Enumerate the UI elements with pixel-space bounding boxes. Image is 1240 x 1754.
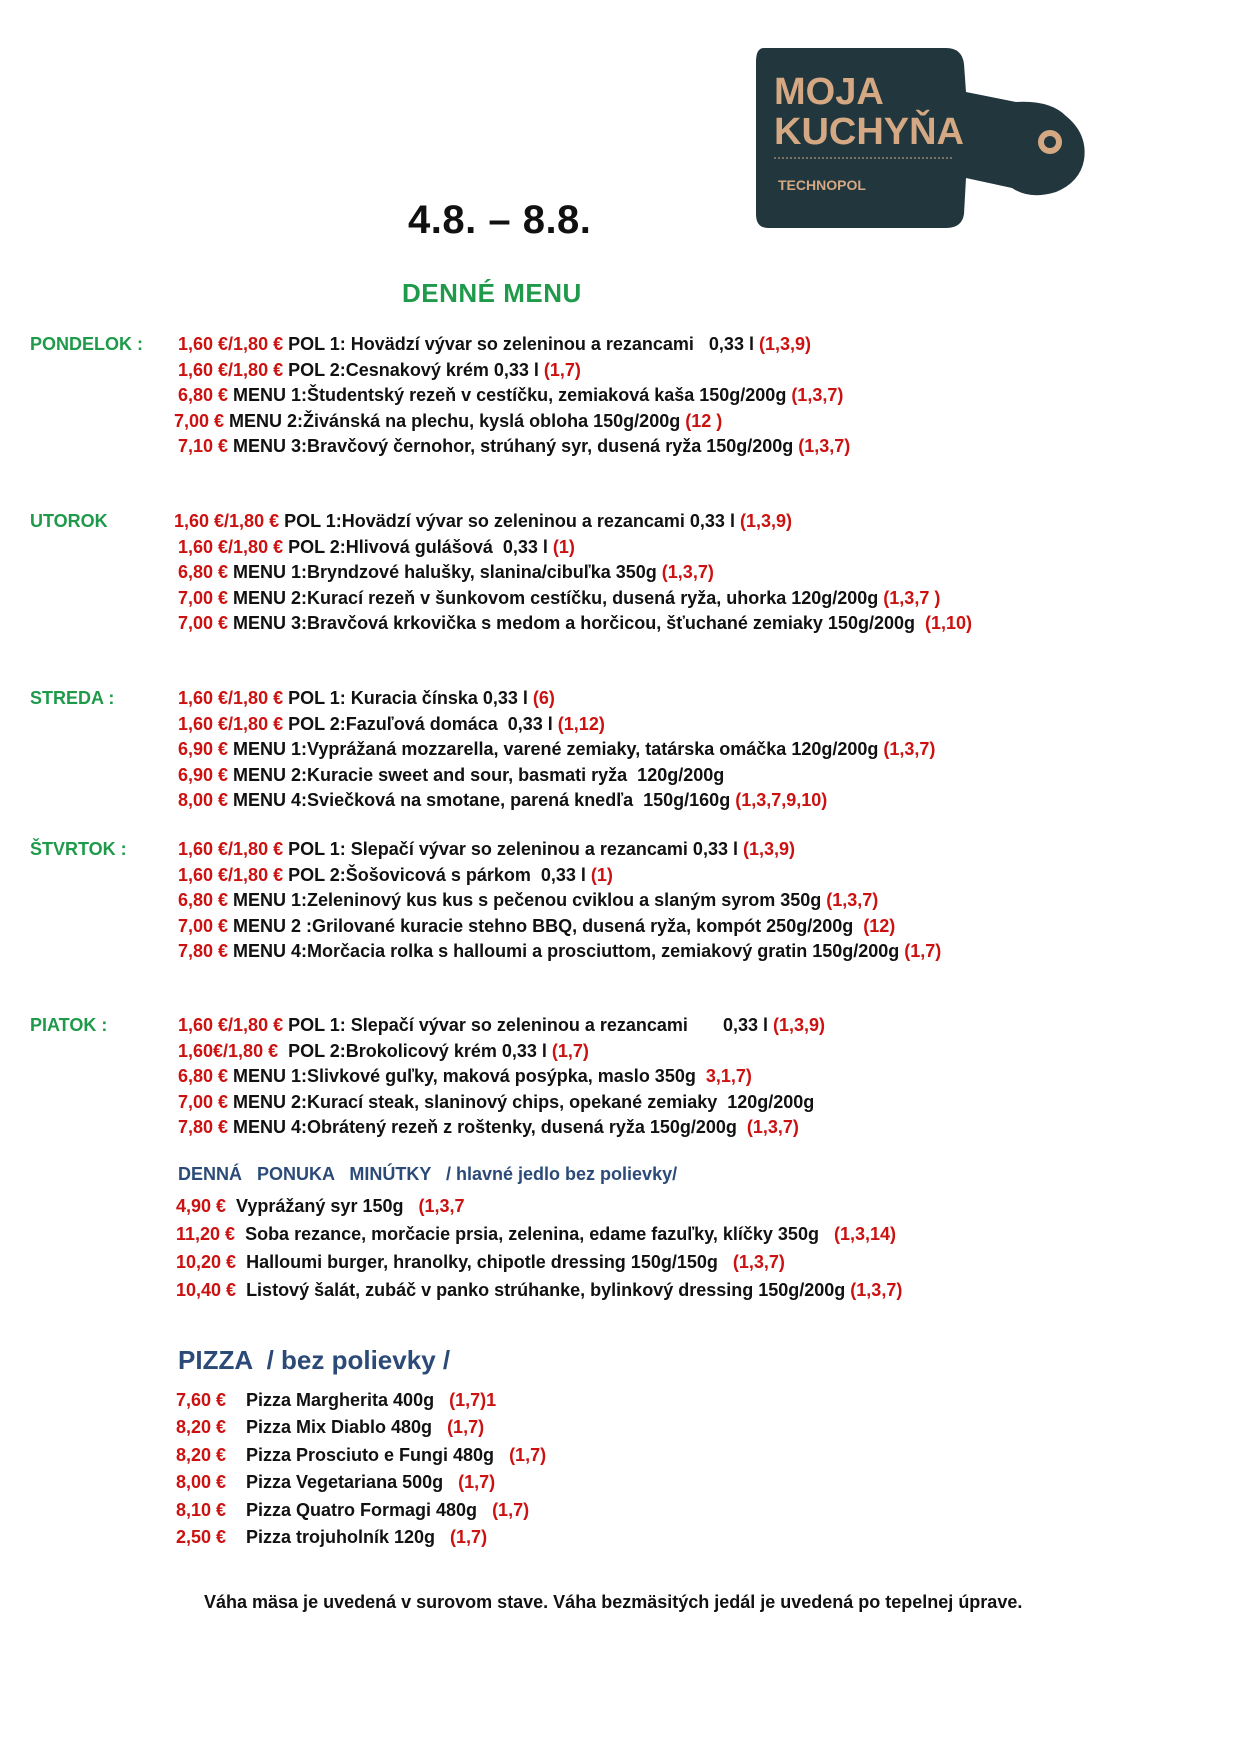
- item-allergens: (1,3,7): [732, 1252, 785, 1272]
- menu-item: [174, 511, 792, 532]
- day-name: PIATOK :: [30, 1015, 108, 1035]
- item-text: POL 2:Cesnakový krém 0,33 l: [283, 359, 544, 380]
- item-price: 7,00 €: [178, 915, 229, 936]
- item-allergens: (1,7): [904, 941, 942, 961]
- menu-item: [178, 613, 972, 634]
- item-text: MENU 4:Sviečková na smotane, parená knedľa 150g/160g: [228, 790, 736, 810]
- item-text: MENU 3:Bravčová krkovička s medom a horčicou, šťuchané zemiaky 150g/200g: [228, 613, 925, 633]
- item-price: 1,60€/1,80 €: [178, 1040, 279, 1061]
- item-allergens: (12): [863, 915, 896, 936]
- item-allergens: (1,3,7): [661, 562, 714, 582]
- menu-item: [178, 436, 850, 457]
- item-text: MENU 2:Kurací rezeň v šunkovom cestíčku, dusená ryža, uhorka 120g/200g: [228, 587, 884, 608]
- day-name: ŠTVRTOK :: [30, 839, 127, 859]
- item-price: 6,80 €: [178, 562, 229, 582]
- item-price: 1,60 €/1,80 €: [178, 536, 284, 557]
- item-price: 6,80 €: [178, 1066, 229, 1086]
- item-text: POL 2:Brokolicový krém 0,33 l: [278, 1040, 552, 1061]
- item-allergens: (1,3,7 ): [883, 587, 941, 608]
- item-price: 7,10 €: [178, 436, 229, 456]
- item-allergens: (1,12): [557, 713, 605, 734]
- menu-item: [178, 1092, 814, 1113]
- item-allergens: (1,3,7): [850, 1280, 903, 1300]
- item-text: MENU 4:Morčacia rolka s halloumi a prosciuttom, zemiakový gratin 150g/200g: [228, 941, 905, 961]
- item-allergens: (1,3,7): [798, 436, 851, 456]
- item-text: POL 1: Slepačí vývar so zeleninou a rezancami 0,33 l: [283, 1015, 773, 1035]
- pizza-name: Pizza Prosciuto e Fungi 480g: [246, 1444, 510, 1465]
- item-price: 6,90 €: [178, 764, 229, 785]
- minutka-item: [176, 1196, 465, 1217]
- pizza-item: [246, 1445, 546, 1466]
- item-price: 4,90 €: [176, 1196, 227, 1216]
- item-text: MENU 1:Bryndzové halušky, slanina/cibuľka 350g: [228, 562, 662, 582]
- pizza-allergens: (1,7): [447, 1417, 485, 1438]
- menu-item: [178, 714, 605, 735]
- pizza-allergens: (1,7): [458, 1472, 496, 1493]
- item-price: 6,80 €: [178, 890, 229, 910]
- item-text: POL 2:Šošovicová s párkom 0,33 l: [283, 864, 591, 885]
- logo-line2: KUCHYŇA: [774, 111, 964, 153]
- menu-item: [178, 739, 935, 760]
- item-text: MENU 2:Kurací steak, slaninový chips, opekané zemiaky 120g/200g: [228, 1091, 815, 1112]
- item-allergens: (1,3,9): [739, 511, 792, 531]
- logo: [750, 42, 1100, 232]
- pizza-item: [246, 1472, 495, 1493]
- item-text: Vyprážaný syr 150g: [226, 1196, 419, 1216]
- pizza-name: Pizza trojuholník 120g: [246, 1527, 451, 1547]
- item-text: POL 1: Slepačí vývar so zeleninou a rezancami 0,33 l: [283, 839, 743, 859]
- item-price: 1,60 €/1,80 €: [178, 334, 284, 354]
- pizza-name: Pizza Vegetariana 500g: [246, 1472, 459, 1493]
- logo-sub: TECHNOPOL: [778, 177, 866, 193]
- item-allergens: (1,3,7,9,10): [735, 790, 828, 810]
- menu-item: [178, 537, 575, 558]
- footer-note: Váha mäsa je uvedená v surovom stave. Váha bezmäsitých jedál je uvedená po tepelnej úprave.: [204, 1592, 1023, 1612]
- item-price: 1,60 €/1,80 €: [178, 864, 284, 885]
- menu-item: [178, 588, 940, 609]
- menu-item: [178, 688, 555, 709]
- item-price: 7,80 €: [178, 1117, 229, 1137]
- item-allergens: (1,7): [551, 1040, 589, 1061]
- pizza-price: 8,10 €: [176, 1499, 227, 1520]
- item-price: 7,00 €: [178, 1091, 229, 1112]
- item-allergens: (1,3,7): [883, 739, 936, 759]
- item-text: MENU 1:Zeleninový kus kus s pečenou cviklou a slaným syrom 350g: [228, 890, 827, 910]
- ponuka-title: DENNÁ PONUKA MINÚTKY / hlavné jedlo bez polievky/: [178, 1164, 678, 1184]
- pizza-price: 8,00 €: [176, 1472, 227, 1493]
- pizza-price: 2,50 €: [176, 1527, 227, 1547]
- day-name: STREDA :: [30, 688, 115, 708]
- item-allergens: (1,3,9): [758, 334, 811, 354]
- item-price: 1,60 €/1,80 €: [178, 839, 284, 859]
- pizza-name: Pizza Quatro Formagi 480g: [246, 1499, 493, 1520]
- menu-item: [178, 839, 795, 860]
- menu-title: DENNÉ MENU: [402, 278, 582, 308]
- menu-item: [178, 941, 941, 962]
- pizza-price: 8,20 €: [176, 1444, 227, 1465]
- menu-item: [178, 890, 878, 911]
- menu-item: [178, 765, 724, 786]
- item-text: MENU 3:Bravčový černohor, strúhaný syr, dusená ryža 150g/200g: [228, 436, 799, 456]
- item-allergens: (6): [532, 688, 555, 708]
- pizza-allergens: (1,7): [492, 1499, 530, 1520]
- item-allergens: (1): [590, 864, 613, 885]
- item-text: POL 2:Hlivová gulášová 0,33 l: [283, 536, 553, 557]
- item-price: 1,60 €/1,80 €: [174, 511, 280, 531]
- item-allergens: (1,3,9): [742, 839, 796, 859]
- item-price: 8,00 €: [178, 790, 229, 810]
- menu-item: [178, 1041, 589, 1062]
- item-text: Soba rezance, morčacie prsia, zelenina, edame fazuľky, klíčky 350g: [235, 1224, 834, 1244]
- pizza-item: [246, 1500, 529, 1521]
- item-text: Halloumi burger, hranolky, chipotle dressing 150g/150g: [236, 1252, 733, 1272]
- item-price: 1,60 €/1,80 €: [178, 713, 284, 734]
- menu-item: [178, 1015, 825, 1036]
- item-price: 6,90 €: [178, 739, 229, 759]
- item-text: MENU 1:Študentský rezeň v cestíčku, zemiaková kaša 150g/200g: [228, 385, 792, 405]
- item-price: 7,80 €: [178, 941, 229, 961]
- menu-item: [178, 865, 613, 886]
- item-text: MENU 2 :Grilované kuracie stehno BBQ, dusená ryža, kompót 250g/200g: [228, 915, 864, 936]
- item-allergens: (1,3,7: [418, 1196, 465, 1216]
- item-allergens: (1,3,14): [833, 1224, 896, 1244]
- item-allergens: (1,7): [543, 359, 581, 380]
- item-allergens: (1,3,7): [746, 1117, 799, 1137]
- pizza-allergens: (1,7): [509, 1444, 547, 1465]
- menu-item: [178, 790, 827, 811]
- item-allergens: (1,3,9): [772, 1015, 826, 1035]
- minutka-item: [176, 1224, 896, 1245]
- minutka-item: [176, 1280, 902, 1301]
- item-text: POL 1:Hovädzí vývar so zeleninou a rezancami 0,33 l: [279, 511, 740, 531]
- item-allergens: (12 ): [685, 410, 723, 431]
- item-price: 1,60 €/1,80 €: [178, 688, 284, 708]
- item-price: 6,80 €: [178, 385, 229, 405]
- day-name: UTOROK: [30, 511, 108, 531]
- pizza-item: [246, 1527, 487, 1548]
- pizza-item: [246, 1417, 484, 1438]
- pizza-name: Pizza Mix Diablo 480g: [246, 1417, 448, 1438]
- menu-item: [178, 334, 811, 355]
- date-range: 4.8. – 8.8.: [408, 198, 592, 242]
- item-price: 1,60 €/1,80 €: [178, 359, 284, 380]
- item-price: 1,60 €/1,80 €: [178, 1015, 284, 1035]
- item-text: MENU 2:Kuracie sweet and sour, basmati ryža 120g/200g: [228, 764, 725, 785]
- cutting-board-icon: [750, 42, 1100, 232]
- menu-item: [174, 411, 722, 432]
- menu-item: [178, 562, 714, 583]
- item-price: 7,00 €: [178, 613, 229, 633]
- item-text: MENU 1:Vyprážaná mozzarella, varené zemiaky, tatárska omáčka 120g/200g: [228, 739, 884, 759]
- pizza-allergens: (1,7)1: [449, 1390, 497, 1410]
- item-price: 11,20 €: [176, 1224, 236, 1244]
- item-price: 10,20 €: [176, 1252, 237, 1272]
- item-text: POL 1: Kuracia čínska 0,33 l: [283, 688, 533, 708]
- item-text: POL 2:Fazuľová domáca 0,33 l: [283, 713, 558, 734]
- item-price: 10,40 €: [176, 1280, 237, 1300]
- menu-item: [178, 1066, 752, 1087]
- minutka-item: [176, 1252, 785, 1273]
- item-text: MENU 1:Slivkové guľky, maková posýpka, maslo 350g: [228, 1066, 706, 1086]
- menu-item: [178, 1117, 799, 1138]
- item-allergens: (1): [552, 536, 575, 557]
- item-price: 7,00 €: [174, 410, 225, 431]
- pizza-allergens: (1,7): [450, 1527, 488, 1547]
- pizza-price: 7,60 €: [176, 1390, 227, 1410]
- item-allergens: (1,3,7): [826, 890, 879, 910]
- pizza-name: Pizza Margherita 400g: [246, 1390, 450, 1410]
- pizza-price: 8,20 €: [176, 1417, 227, 1438]
- day-name: PONDELOK :: [30, 334, 144, 354]
- item-allergens: (1,3,7): [791, 385, 844, 405]
- menu-item: [178, 360, 581, 381]
- pizza-title: PIZZA / bez polievky /: [178, 1345, 451, 1375]
- pizza-item: [246, 1390, 496, 1411]
- item-price: 7,00 €: [178, 587, 229, 608]
- logo-line1: MOJA: [774, 71, 884, 113]
- menu-item: [178, 385, 843, 406]
- item-text: POL 1: Hovädzí vývar so zeleninou a rezancami 0,33 l: [283, 334, 759, 354]
- item-allergens: 3,1,7): [705, 1066, 752, 1086]
- item-text: MENU 4:Obrátený rezeň z roštenky, dusená ryža 150g/200g: [228, 1117, 747, 1137]
- item-allergens: (1,10): [924, 613, 973, 633]
- item-text: Listový šalát, zubáč v panko strúhanke, bylinkový dressing 150g/200g: [236, 1280, 851, 1300]
- item-text: MENU 2:Živánská na plechu, kyslá obloha 150g/200g: [224, 410, 686, 431]
- menu-item: [178, 916, 895, 937]
